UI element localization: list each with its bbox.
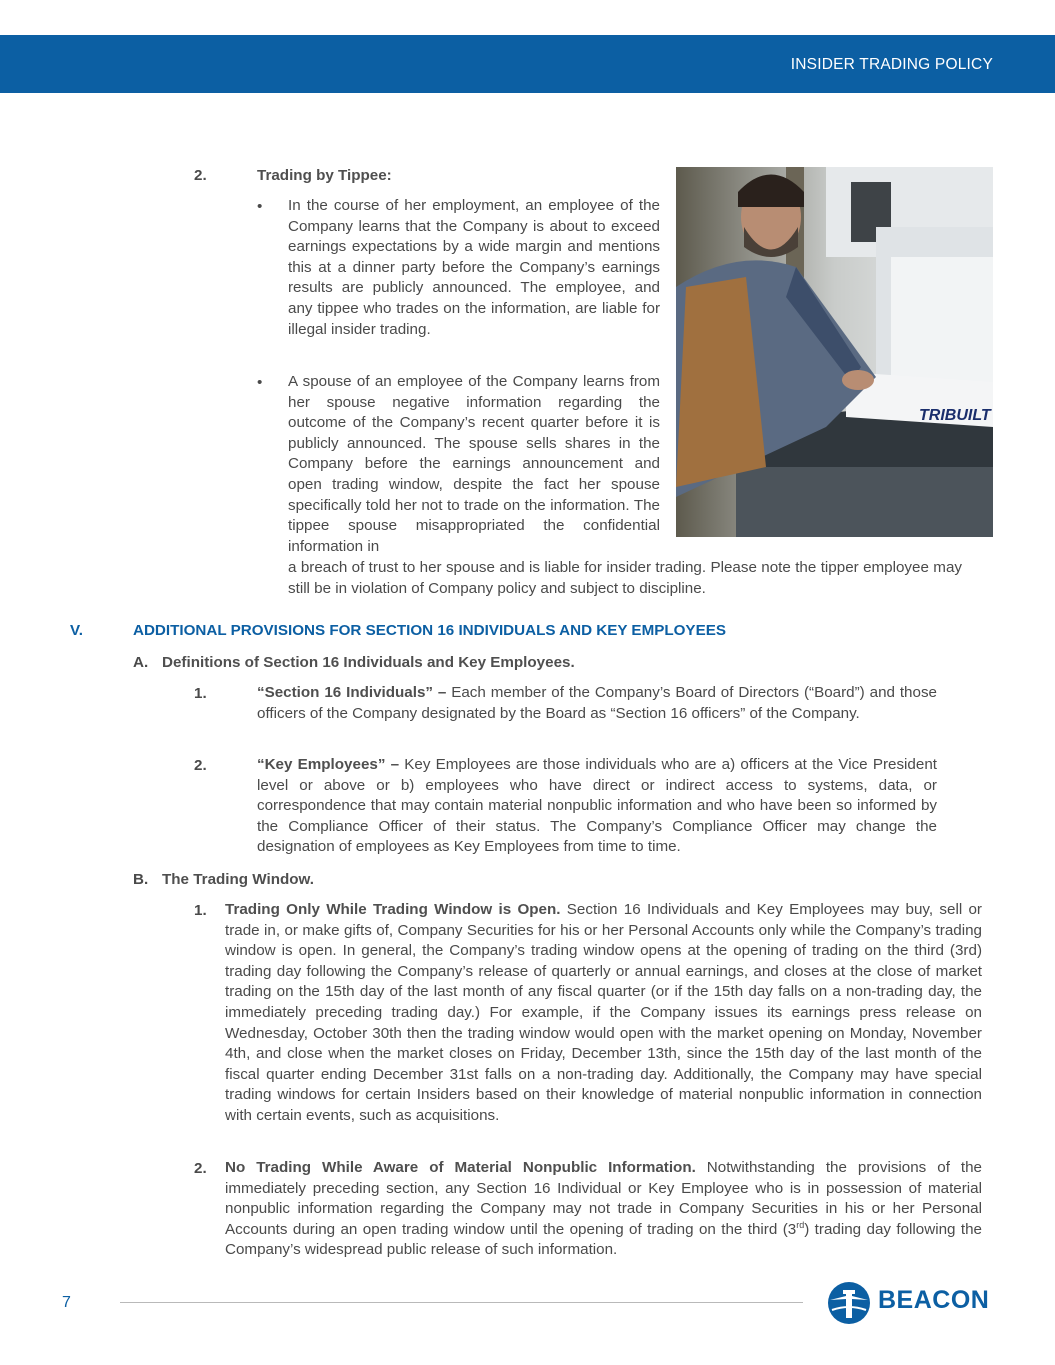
no-trading-term: No Trading While Aware of Material Nonpublic Information. [225, 1159, 696, 1176]
header-band [0, 35, 1055, 93]
bullet-icon: • [257, 374, 263, 391]
worker-photo-icon [676, 167, 993, 537]
worker-photo [676, 167, 993, 537]
section-v-heading: ADDITIONAL PROVISIONS FOR SECTION 16 INDIVIDUALS AND KEY EMPLOYEES [133, 622, 726, 639]
tippee-heading: Trading by Tippee: [257, 167, 392, 184]
key-employees-number: 2. [194, 757, 207, 774]
tippee-bullet-2-continued: a breach of trust to her spouse and is liable for insider trading. Please note the tipper employee may still be in violation of Company policy and subject to discipline. [288, 559, 962, 597]
subsection-a-heading: Definitions of Section 16 Individuals and Key Employees. [162, 654, 575, 671]
photo-brand-text: TRIBUILT [919, 407, 991, 424]
footer-divider [120, 1302, 803, 1303]
subsection-a-letter: A. [133, 654, 149, 671]
ordinal-superscript: rd [796, 1219, 805, 1230]
logo-wordmark: BEACON [878, 1286, 990, 1314]
section16-number: 1. [194, 685, 207, 702]
no-trading-number: 2. [194, 1160, 207, 1177]
subsection-b-letter: B. [133, 871, 149, 888]
window-open-paragraph [225, 900, 982, 1127]
section16-definition [257, 683, 937, 724]
tippee-bullet-1: In the course of her employment, an employee of the Company learns that the Company is about to exceed earnings expectations by a wide margin and mentions this at a dinner party before the Company’s earnings results are publicly announced. The employee, and any tippee who trades on the information, are liable for illegal insider trading. [288, 197, 660, 338]
key-employees-definition [257, 755, 937, 858]
no-trading-tail: ) trading day following the Company’s widespread public release of such information. [225, 1220, 982, 1259]
key-employees-term: “Key Employees” – [257, 756, 400, 773]
page-number: 7 [62, 1294, 71, 1311]
no-trading-text: Notwithstanding the provisions of the immediately preceding section, any Section 16 Individual or Key Employee who is in possession of material nonpublic information regarding the Company may not trade in Company Securities in his or her Personal Accounts during an open trading window until the opening of trading on the third (3 [225, 1159, 982, 1238]
subsection-b-heading: The Trading Window. [162, 871, 315, 888]
window-open-number: 1. [194, 902, 207, 919]
document-title: INSIDER TRADING POLICY [790, 56, 993, 73]
bullet-icon: • [257, 198, 263, 215]
tippee-number: 2. [194, 167, 207, 184]
section-v-number: V. [70, 622, 83, 639]
no-trading-paragraph [225, 1158, 982, 1261]
tippee-bullet-2-wrapped: A spouse of an employee of the Company learns from her spouse negative information regarding the outcome of the Company’s recent quarter before it is publicly announced. The spouse sells shares in the Company before the earnings announcement and open trading window, despite the fact her spouse specifically told her not to trade on the information. The tippee spouse misappropriated the confidential information in [288, 373, 660, 555]
window-open-text: Section 16 Individuals and Key Employees may buy, sell or trade in, or make gifts of, Company Securities for his or her Personal Accounts only while the Company’s trading window is open. In general, the Company’s trading window opens at the opening of trading on the third (3rd) trading day following the Company’s release of quarterly or annual earnings, and closes at the close of market trading on the 15th day of the last month of any fiscal quarter (or if the 15th day falls on a non-trading day, the immediately preceding trading day.) For example, if the Company issues its earnings press release on Wednesday, October 30th then the trading window would open with the market opening on Monday, November 4th, and close when the market closes on Friday, December 13th, since the 15th day of the last month of the fiscal quarter ending December 31st falls on a non-trading day. Additionally, the Company may have special trading windows for certain Insiders based on their knowledge of material nonpublic information in connection with certain events, such as acquisitions. [225, 901, 982, 1124]
section16-text: Each member of the Company’s Board of Directors (“Board”) and those officers of the Company designated by the Board as “Section 16 officers” of the Company. [257, 684, 937, 722]
key-employees-text: Key Employees are those individuals who are a) officers at the Vice President level or above or b) employees who have direct or indirect access to systems, data, or correspondence that may contain material nonpublic information and who have been so informed by the Compliance Officer of their status. The Company’s Compliance Officer may change the designation of employees as Key Employees from time to time. [257, 756, 937, 856]
section16-term: “Section 16 Individuals” – [257, 684, 447, 701]
beacon-lighthouse-icon [826, 1280, 872, 1326]
window-open-term: Trading Only While Trading Window is Open. [225, 901, 561, 918]
beacon-logo [826, 1280, 996, 1326]
